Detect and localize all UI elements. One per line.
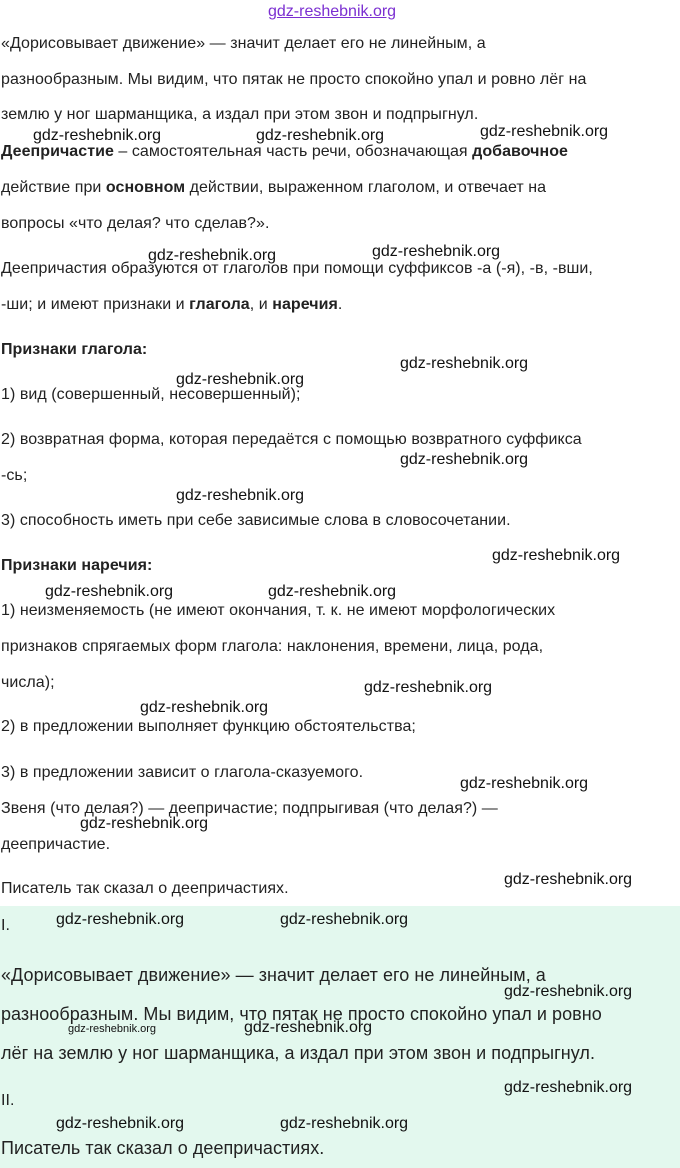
watermark: gdz-reshebnik.org	[504, 1079, 633, 1096]
definition-bold-1: добавочное	[472, 143, 568, 160]
adverb-signs-title-text: Признаки наречия:	[1, 557, 153, 574]
example-line-2: деепричастие.	[1, 836, 111, 853]
watermark: gdz-reshebnik.org	[480, 123, 609, 140]
intro-line-3: землю у ног шарманщика, а издал при этом звон и подпрыгнул.	[1, 106, 479, 123]
formation-text-b: , и	[249, 296, 273, 313]
watermark: gdz-reshebnik.org	[80, 815, 209, 832]
definition-line-3: вопросы «что делая? что сделав?».	[1, 215, 270, 232]
answer-line-2: разнообразным. Мы видим, что пятак не просто спокойно упал и ровно	[1, 1004, 602, 1024]
watermark: gdz-reshebnik.org	[364, 679, 493, 696]
watermark: gdz-reshebnik.org	[244, 1019, 373, 1036]
definition-bold-2: основном	[105, 179, 186, 196]
watermark: gdz-reshebnik.org	[280, 1115, 409, 1132]
verb-sign-2b: -сь;	[1, 467, 28, 484]
verb-sign-1: 1) вид (совершенный, несовершенный);	[1, 386, 301, 403]
watermark: gdz-reshebnik.org	[268, 583, 397, 600]
watermark: gdz-reshebnik.org	[504, 983, 633, 1000]
watermark: gdz-reshebnik.org	[45, 583, 174, 600]
watermark: gdz-reshebnik.org	[33, 127, 162, 144]
formation-text-a: -ши; и имеют признаки и	[1, 296, 190, 313]
formation-bold-verb: глагола	[189, 296, 250, 313]
definition-text-3: действии, выраженном глаголом, и отвечает на	[185, 179, 547, 196]
formation-line-1: Деепричастия образуются от глаголов при помощи суффиксов -а (-я), -в, -вши,	[1, 260, 593, 277]
definition-line-1	[0, 143, 680, 161]
example-line-1: Звеня (что делая?) — деепричастие; подпрыгивая (что делая?) —	[1, 800, 498, 817]
adverb-sign-3: 3) в предложении зависит о глагола-сказуемого.	[1, 764, 364, 781]
answer-number-1: I.	[1, 917, 10, 934]
watermark: gdz-reshebnik.org	[176, 371, 305, 388]
adverb-sign-1c: числа);	[1, 674, 55, 691]
formation-bold-adverb: наречия	[272, 296, 338, 313]
verb-sign-2a: 2) возвратная форма, которая передаётся с помощью возвратного суффикса	[1, 431, 582, 448]
watermark: gdz-reshebnik.org	[492, 547, 621, 564]
watermark: gdz-reshebnik.org	[140, 699, 269, 716]
definition-text-1: – самостоятельная часть речи, обозначающая	[113, 143, 473, 160]
watermark: gdz-reshebnik.org	[372, 243, 501, 260]
verb-signs-title	[0, 341, 680, 359]
watermark: gdz-reshebnik.org	[400, 451, 529, 468]
intro-line-1: «Дорисовывает движение» — значит делает его не линейным, а	[1, 35, 486, 52]
adverb-sign-2: 2) в предложении выполняет функцию обстоятельства;	[1, 718, 416, 735]
watermark: gdz-reshebnik.org	[56, 1115, 185, 1132]
definition-line-2	[0, 179, 680, 197]
watermark: gdz-reshebnik.org	[56, 911, 185, 928]
answer-line-4: Писатель так сказал о деепричастиях.	[1, 1138, 325, 1158]
watermark: gdz-reshebnik.org	[504, 871, 633, 888]
answer-number-2: II.	[1, 1092, 15, 1109]
formation-text-c: .	[337, 296, 343, 313]
formation-line-2	[0, 296, 680, 314]
adverb-sign-1b: признаков спрягаемых форм глагола: наклонения, времени, лица, рода,	[1, 638, 544, 655]
watermark: gdz-reshebnik.org	[460, 775, 589, 792]
watermark: gdz-reshebnik.org	[176, 487, 305, 504]
watermark-top-link[interactable]: gdz-reshebnik.org	[268, 3, 397, 20]
watermark: gdz-reshebnik.org	[256, 127, 385, 144]
adverb-sign-1a: 1) неизменяемость (не имеют окончания, т. к. не имеют морфологических	[1, 602, 556, 619]
watermark: gdz-reshebnik.org	[148, 247, 277, 264]
verb-sign-3: 3) способность иметь при себе зависимые слова в словосочетании.	[1, 512, 511, 529]
watermark: gdz-reshebnik.org	[400, 355, 529, 372]
answer-line-3: лёг на землю у ног шарманщика, а издал при этом звон и подпрыгнул.	[1, 1043, 595, 1063]
writer-note: Писатель так сказал о деепричастиях.	[1, 880, 289, 897]
definition-text-2: действие при	[1, 179, 106, 196]
answer-line-1: «Дорисовывает движение» — значит делает его не линейным, а	[1, 965, 546, 985]
watermark: gdz-reshebnik.org	[280, 911, 409, 928]
watermark-small: gdz-reshebnik.org	[68, 1023, 157, 1035]
verb-signs-title-text: Признаки глагола:	[1, 341, 148, 358]
intro-line-2: разнообразным. Мы видим, что пятак не просто спокойно упал и ровно лёг на	[1, 71, 587, 88]
definition-term: Деепричастие	[1, 143, 114, 160]
